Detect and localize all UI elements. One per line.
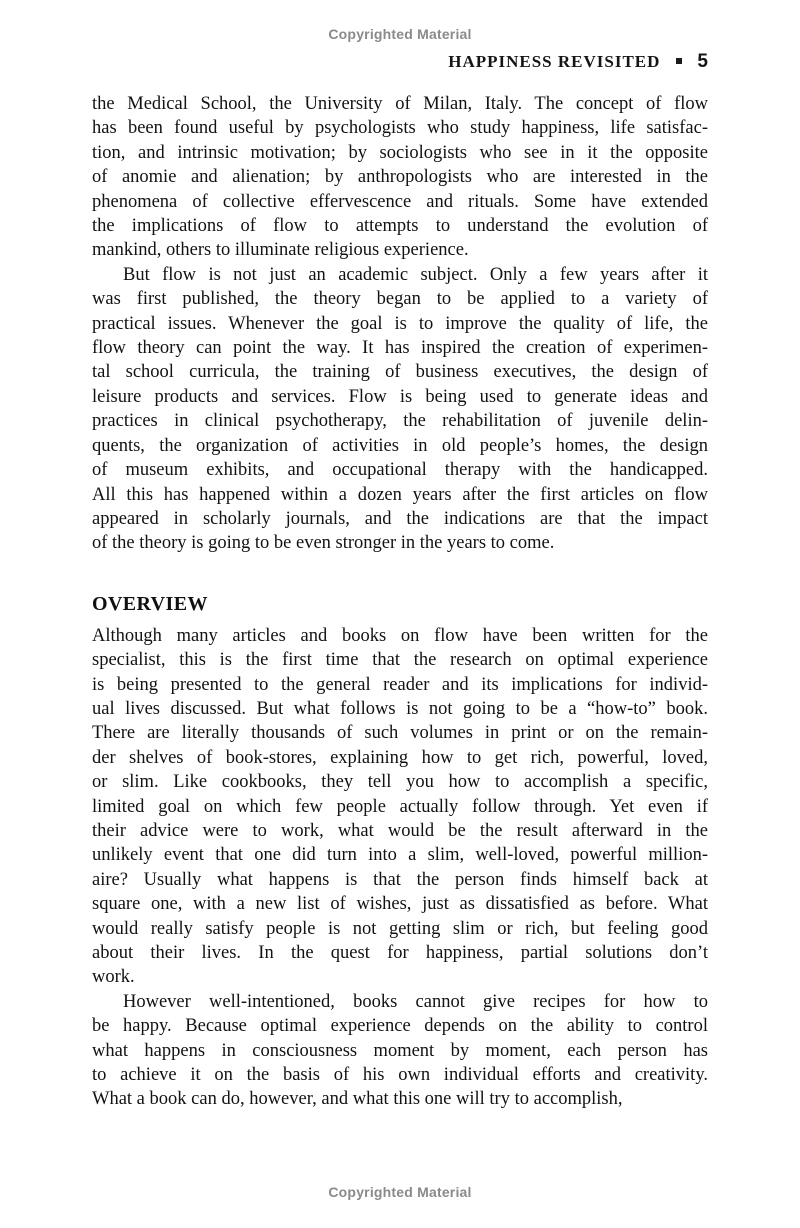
section-heading: OVERVIEW <box>92 592 208 615</box>
text-line: phenomena of collective effervescence and rituals. Some have extended <box>92 191 708 212</box>
running-title: HAPPINESS REVISITED <box>448 52 661 71</box>
paragraph <box>92 990 708 1112</box>
paragraph <box>92 624 708 990</box>
text-line: is being presented to the general reader and its implications for individ- <box>92 674 708 695</box>
paragraph <box>92 263 708 556</box>
square-bullet-icon <box>676 58 682 64</box>
text-line: ual lives discussed. But what follows is not going to be a “how-to” book. <box>92 698 708 719</box>
text-line: specialist, this is the first time that the research on optimal experience <box>92 650 708 671</box>
text-line: has been found useful by psychologists who study happiness, life satisfac- <box>92 118 708 139</box>
text-line: work. <box>92 967 135 988</box>
text-line: quents, the organization of activities in old people’s homes, the design <box>92 435 708 456</box>
text-line: appeared in scholarly journals, and the indications are that the impact <box>92 508 708 529</box>
text-line: the Medical School, the University of Milan, Italy. The concept of flow <box>92 94 708 114</box>
text-line: All this has happened within a dozen years after the first articles on flow <box>92 484 708 505</box>
page-number: 5 <box>697 51 708 72</box>
text-line: What a book can do, however, and what this one will try to accomplish, <box>92 1089 623 1110</box>
text-line: leisure products and services. Flow is being used to generate ideas and <box>92 386 708 407</box>
text-line: der shelves of book-stores, explaining how to get rich, powerful, loved, <box>92 747 708 768</box>
text-line: about their lives. In the quest for happiness, partial solutions don’t <box>92 943 708 963</box>
text-line: or slim. Like cookbooks, they tell you how to accomplish a specific, <box>92 772 708 793</box>
text-line: flow theory can point the way. It has inspired the creation of experimen- <box>92 338 708 359</box>
text-line: Although many articles and books on flow have been written for the <box>92 625 708 646</box>
text-line: practical issues. Whenever the goal is to improve the quality of life, the <box>92 313 708 334</box>
paragraph <box>92 92 708 263</box>
text-line: of the theory is going to be even stronger in the years to come. <box>92 533 555 554</box>
text-line: be happy. Because optimal experience depends on the ability to control <box>92 1016 708 1037</box>
text-line: of anomie and alienation; by anthropologists who are interested in the <box>92 167 708 188</box>
text-line: would really satisfy people is not getting slim or rich, but feeling good <box>92 918 708 939</box>
text-line: to achieve it on the basis of his own individual efforts and creativity. <box>92 1065 708 1086</box>
text-line: aire? Usually what happens is that the person finds himself back at <box>92 869 708 890</box>
running-header <box>92 51 708 73</box>
text-line: the implications of flow to attempts to understand the evolution of <box>92 216 708 237</box>
text-line: limited goal on which few people actually follow through. Yet even if <box>92 796 708 817</box>
text-line: There are literally thousands of such volumes in print or on the remain- <box>92 723 708 744</box>
text-line: But flow is not just an academic subject. Only a few years after it <box>123 264 708 285</box>
text-line: was first published, the theory began to be applied to a variety of <box>92 289 708 310</box>
text-line: square one, with a new list of wishes, just as dissatisfied as before. What <box>92 894 708 915</box>
text-line: what happens in consciousness moment by moment, each person has <box>92 1040 708 1061</box>
text-line: of museum exhibits, and occupational therapy with the handicapped. <box>92 460 708 481</box>
text-line: unlikely event that one did turn into a slim, well-loved, powerful million- <box>92 845 708 866</box>
copyright-watermark-top: Copyrighted Material <box>328 26 472 42</box>
copyright-watermark-bottom: Copyrighted Material <box>328 1184 472 1200</box>
text-line: tion, and intrinsic motivation; by sociologists who see in it the opposite <box>92 142 708 163</box>
text-line: practices in clinical psychotherapy, the rehabilitation of juvenile delin- <box>92 411 708 432</box>
text-line: mankind, others to illuminate religious experience. <box>92 240 469 261</box>
page-body <box>92 92 708 1112</box>
text-line: their advice were to work, what would be the result afterward in the <box>92 820 708 841</box>
text-line: However well-intentioned, books cannot give recipes for how to <box>123 991 708 1012</box>
text-line: tal school curricula, the training of business executives, the design of <box>92 362 708 383</box>
